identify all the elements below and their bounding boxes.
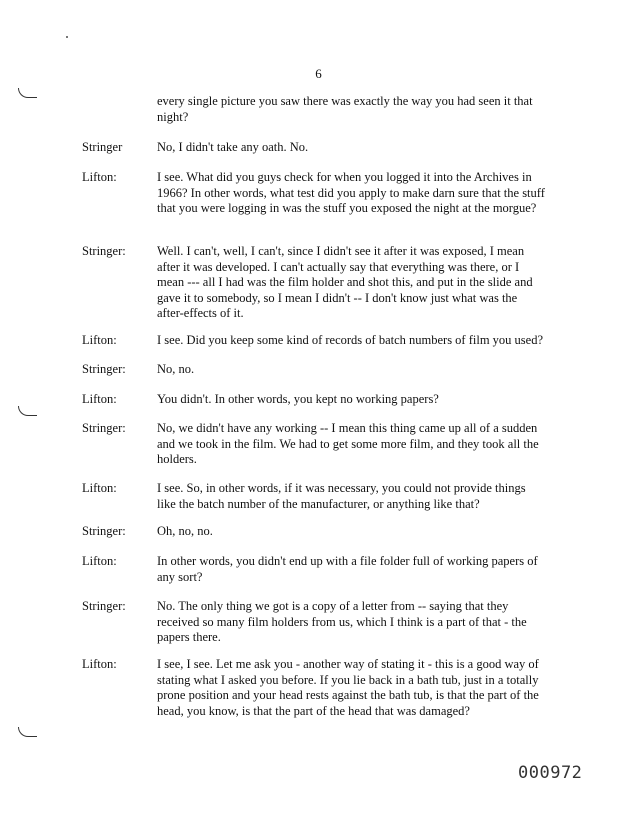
binder-hole-mark (18, 727, 37, 737)
dialogue-text: No, no. (157, 362, 195, 376)
speaker-label: Lifton: (82, 392, 117, 406)
speaker-label: Stringer: (82, 244, 126, 258)
document-id-stamp: 000972 (518, 763, 583, 783)
speaker-label: Lifton: (82, 481, 117, 495)
binder-hole-mark (18, 88, 37, 98)
scan-speck (66, 36, 68, 38)
dialogue-text: I see. So, in other words, if it was necessary, you could not provide things like the batch number of the manufacturer, or anything like that? (157, 481, 526, 511)
speaker-label: Stringer: (82, 524, 126, 538)
dialogue-text: I see, I see. Let me ask you - another way of stating it - this is a good way of stating what I asked you before. If you lie back in a bath tub, just in a totally prone position and your head rests against the bath tub, is that the part of the head, you know, is that the part of the head that was damaged? (157, 657, 539, 718)
speaker-label: Lifton: (82, 333, 117, 347)
speaker-label: Lifton: (82, 554, 117, 568)
binder-hole-mark (18, 406, 37, 416)
speaker-label: Stringer: (82, 362, 126, 376)
speaker-label: Stringer: (82, 599, 126, 613)
dialogue-text: I see. What did you guys check for when you logged it into the Archives in 1966? In other words, what test did you apply to make darn sure that the stuff that you were logging in was the stuff you exposed the night at the morgue? (157, 170, 545, 215)
dialogue-text: No, we didn't have any working -- I mean this thing came up all of a sudden and we took in the film. We had to get some more film, and they took all the holders. (157, 421, 539, 466)
dialogue-text: I see. Did you keep some kind of records of batch numbers of film you used? (157, 333, 544, 347)
page-number: 6 (315, 66, 322, 81)
dialogue-text: In other words, you didn't end up with a file folder full of working papers of any sort? (157, 554, 538, 584)
dialogue-text: Well. I can't, well, I can't, since I didn't see it after it was exposed, I mean after it was developed. I can't actually say that everything was there, or I mean --- all I had was the film holder and shot this, and put in the slide and gave it to somebody, so I mean I didn't -- I don't know just what was the after-effects of it. (157, 244, 533, 320)
dialogue-text: No. The only thing we got is a copy of a letter from -- saying that they received so many film holders from us, which I think is a part of that - the papers there. (157, 599, 527, 644)
dialogue-text: every single picture you saw there was exactly the way you had seen it that night? (157, 94, 533, 124)
dialogue-text: You didn't. In other words, you kept no working papers? (157, 392, 439, 406)
speaker-label: Stringer: (82, 421, 126, 435)
dialogue-text: No, I didn't take any oath. No. (157, 140, 309, 154)
speaker-label: Lifton: (82, 657, 117, 671)
speaker-label: Stringer (82, 140, 123, 154)
dialogue-text: Oh, no, no. (157, 524, 213, 538)
speaker-label: Lifton: (82, 170, 117, 184)
